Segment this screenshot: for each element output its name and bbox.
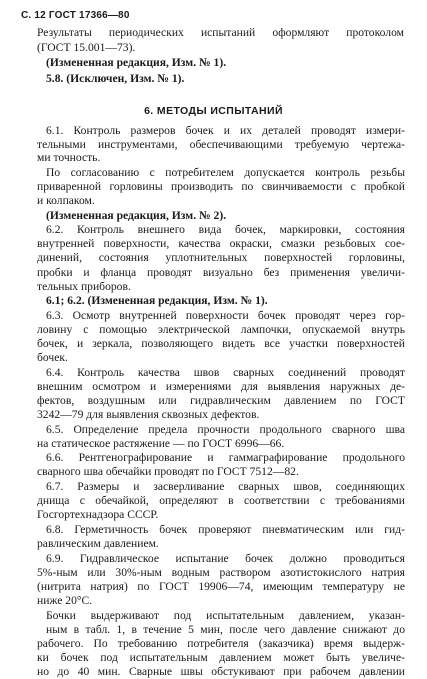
paragraph-line: днища с обечайкой, определяют в соответствии с требованиями: [37, 494, 405, 507]
paragraph-line: пробки и фланца проводят визуально без применения увеличи-: [37, 266, 405, 279]
paragraph-line: 5.8. (Исключен, Изм. № 1).: [46, 72, 185, 85]
paragraph-line: бочек.: [37, 351, 68, 364]
paragraph-line: ниже 20°С.: [37, 594, 93, 607]
page-header: С. 12 ГОСТ 17366—80: [21, 10, 130, 21]
paragraph-line: на статическое растяжение — по ГОСТ 6996—66.: [37, 437, 285, 450]
paragraph-line: тельных приборов.: [37, 280, 131, 293]
paragraph-line: (ГОСТ 15.001—73).: [37, 41, 136, 54]
paragraph-line: но до 40 мин. Сварные швы обстукивают при рабочем давлении: [37, 665, 405, 678]
paragraph-line: Бочки выдерживают под испытательным давлением, указан-: [46, 609, 405, 622]
paragraph-line: ным в табл. 1, в течение 5 мин, после чего давление снижают до: [46, 623, 405, 636]
paragraph-line: 6.9. Гидравлическое испытание бочек должно проводиться: [46, 552, 405, 565]
paragraph-line: бочек, и зеркала, позволяющего видеть все участки поверхностей: [37, 337, 405, 350]
paragraph-line: внешним осмотром и измерениями для выявления наружных де-: [37, 380, 405, 393]
paragraph-line: фектов, воздушным или гидравлическим давлением по ГОСТ: [37, 394, 405, 407]
paragraph-line: сварного шва обечайки проводят по ГОСТ 7512—82.: [37, 465, 299, 478]
paragraph-line: 6.5. Определение предела прочности продольного сварного шва: [46, 423, 405, 436]
paragraph-line: 6.3. Осмотр внутренней поверхности бочек проводят через гор-: [46, 309, 405, 322]
paragraph-line: 5%-ным или 30%-ным водным раствором азотистокислого натрия: [37, 566, 405, 579]
paragraph-line: По согласованию с потребителем допускается контроль резьбы: [46, 166, 405, 179]
paragraph-line: Результаты периодических испытаний оформляют протоколом: [37, 26, 404, 39]
paragraph-line: 6.1. Контроль размеров бочек и их деталей проводят измери-: [46, 124, 405, 137]
paragraph-line: 6.8. Герметичность бочек проверяют пневматическим или гид-: [46, 523, 405, 536]
paragraph-line: ки бочек под испытательным давлением может быть увеличе-: [37, 651, 405, 664]
paragraph-line: 6.6. Рентгенографирование и гаммаграфирование продольного: [46, 451, 405, 464]
paragraph-line: ми точность.: [37, 151, 101, 164]
paragraph-line: приваренной горловины производить по свинчиваемости с пробкой: [37, 180, 405, 193]
paragraph-line: рабочего. По требованию потребителя (заказчика) время выдерж-: [37, 637, 405, 650]
paragraph-line: и колпаком.: [37, 194, 95, 207]
paragraph-line: 6.7. Размеры и засверливание сварных швов, соединяющих: [46, 480, 405, 493]
paragraph-line: (Измененная редакция, Изм. № 1).: [46, 56, 227, 69]
paragraph-line: динений, состояния уплотнительных поверхностей горловины,: [37, 251, 405, 264]
paragraph-line: ловину с помощью электрической лампочки, опускаемой внутрь: [37, 323, 405, 336]
paragraph-line: 6.1; 6.2. (Измененная редакция, Изм. № 1).: [46, 294, 268, 307]
section-title: 6. МЕТОДЫ ИСПЫТАНИЙ: [144, 105, 283, 117]
paragraph-line: тельными инструментами, обеспечивающими требуемую чертежа-: [37, 138, 405, 151]
paragraph-line: Госгортехнадзора СССР.: [37, 508, 159, 521]
paragraph-line: равлическим давлением.: [37, 537, 159, 550]
paragraph-line: 3242—79 для выявления сквозных дефектов.: [37, 408, 260, 421]
paragraph-line: (Измененная редакция, Изм. № 2).: [46, 209, 227, 222]
paragraph-line: (нитрита натрия) по ГОСТ 19906—74, имеющим температуру не: [37, 580, 405, 593]
paragraph-line: 6.2. Контроль внешнего вида бочек, маркировки, состояния: [46, 223, 405, 236]
paragraph-line: внутренней поверхности, качества окраски, смазки резьбовых сое-: [37, 237, 405, 250]
paragraph-line: 6.4. Контроль качества швов сварных соединений проводят: [46, 366, 405, 379]
